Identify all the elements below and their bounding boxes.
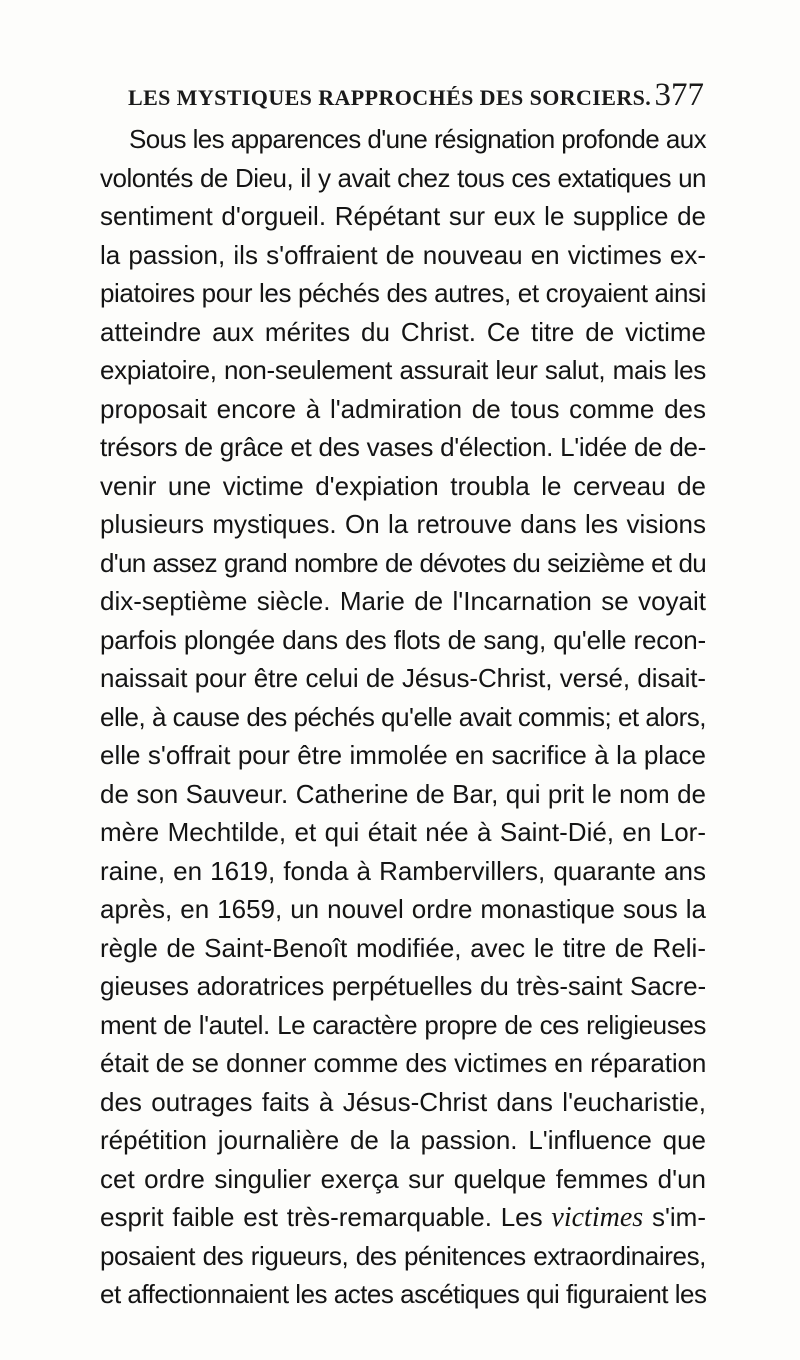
text-line: répétition journalière de la passion. L'influence que — [100, 1125, 706, 1155]
text-line: elle s'offrait pour être immolée en sacrifice à la place — [100, 740, 706, 770]
text-line: et affectionnaient les actes ascétiques qui figuraient les — [100, 1279, 707, 1309]
text-line: atteindre aux mérites du Christ. Ce titre de victime — [100, 316, 706, 347]
text-line-mixed — [100, 1198, 706, 1237]
text-line: elle, à cause des péchés qu'elle avait commis; et alors, — [100, 701, 706, 732]
text-line: règle de Saint-Benoît modifiée, avec le titre de Reli- — [100, 932, 706, 963]
text-segment: s'im- — [651, 1202, 706, 1232]
text-line: piatoires pour les péchés des autres, et croyaient ainsi — [100, 278, 706, 308]
text-line: dix-septième siècle. Marie de l'Incarnation se voyait — [100, 586, 706, 616]
text-line: naissait pour être celui de Jésus-Christ, versé, disait- — [100, 663, 706, 693]
text-line: trésors de grâce et des vases d'élection. L'idée de de- — [100, 432, 706, 462]
page-number: 377 — [654, 77, 704, 113]
running-head — [128, 77, 704, 113]
text-line: gieuses adoratrices perpétuelles du très-saint Sacre- — [100, 971, 706, 1001]
text-line: d'un assez grand nombre de dévotes du seizième et du — [100, 547, 706, 578]
text-line: volontés de Dieu, il y avait chez tous ces extatiques un — [100, 162, 706, 193]
text-line: sentiment d'orgueil. Répétant sur eux le supplice de — [100, 201, 706, 231]
body-text — [100, 120, 706, 1314]
text-line: expiatoire, non-seulement assurait leur salut, mais les — [100, 355, 706, 385]
text-segment: esprit faible est très-remarquable. Les — [100, 1202, 543, 1232]
italic-word: victimes — [551, 1202, 644, 1233]
running-title: LES MYSTIQUES RAPPROCHÉS DES SORCIERS. — [128, 85, 652, 110]
text-line: mère Mechtilde, et qui était née à Saint-Dié, en Lor- — [100, 817, 706, 847]
text-line: la passion, ils s'offraient de nouveau en victimes ex- — [100, 239, 706, 270]
text-line: des outrages faits à Jésus-Christ dans l'eucharistie, — [100, 1086, 706, 1117]
text-line: de son Sauveur. Catherine de Bar, qui prit le nom de — [100, 778, 706, 809]
text-line: ment de l'autel. Le caractère propre de ces religieuses — [100, 1009, 706, 1040]
text-line: posaient des rigueurs, des pénitences extraordinaires, — [100, 1240, 706, 1271]
text-line: cet ordre singulier exerça sur quelque femmes d'un — [100, 1163, 706, 1194]
text-line: était de se donner comme des victimes en réparation — [100, 1048, 707, 1078]
text-line: raine, en 1619, fonda à Rambervillers, quarante ans — [100, 855, 706, 886]
text-line: après, en 1659, un nouvel ordre monastique sous la — [100, 894, 706, 924]
text-line: parfois plongée dans des flots de sang, qu'elle recon- — [100, 624, 706, 655]
text-line: plusieurs mystiques. On la retrouve dans les visions — [100, 509, 706, 539]
text-line: proposait encore à l'admiration de tous comme des — [100, 393, 706, 424]
text-line: venir une victime d'expiation troubla le cerveau de — [100, 470, 706, 501]
text-line: Sous les apparences d'une résignation profonde aux — [129, 124, 706, 154]
